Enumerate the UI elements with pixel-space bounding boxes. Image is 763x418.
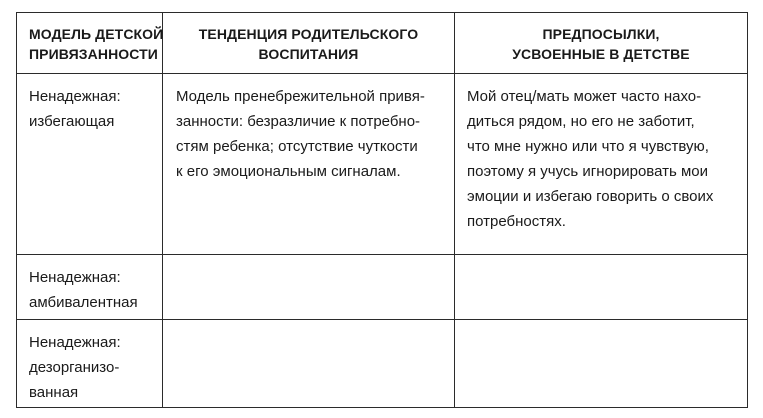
cell-line: избегающая <box>29 113 115 130</box>
cell-model <box>17 320 163 408</box>
header-line: ПРИВЯЗАННОСТИ <box>29 46 158 62</box>
cell-line: к его эмоциональным сигналам. <box>176 163 401 180</box>
header-line: ВОСПИТАНИЯ <box>258 46 359 62</box>
table-row <box>17 74 748 255</box>
header-attachment-model <box>17 13 163 74</box>
header-row <box>17 13 748 74</box>
cell-line: ванная <box>29 384 79 401</box>
table-row <box>17 320 748 408</box>
header-childhood-premises <box>455 13 748 74</box>
cell-line: потребностях. <box>467 213 566 230</box>
cell-model <box>17 74 163 255</box>
cell-line: стям ребенка; отсутствие чуткости <box>176 138 418 155</box>
cell-line: диться рядом, но его не заботит, <box>467 113 695 130</box>
header-line: МОДЕЛЬ ДЕТСКОЙ <box>29 26 164 42</box>
cell-line: эмоции и избегаю говорить о своих <box>467 188 714 205</box>
cell-line: Ненадежная: <box>29 334 121 351</box>
cell-model <box>17 255 163 320</box>
cell-premises-empty <box>455 320 748 408</box>
cell-premises <box>455 74 748 255</box>
cell-line: что мне нужно или что я чувствую, <box>467 138 709 155</box>
header-line: УСВОЕННЫЕ В ДЕТСТВЕ <box>512 46 690 62</box>
header-line: ТЕНДЕНЦИЯ РОДИТЕЛЬСКОГО <box>198 26 419 42</box>
header-parenting-tendency <box>163 13 455 74</box>
cell-line: Мой отец/мать может часто нахо- <box>467 88 702 105</box>
cell-line: Модель пренебрежительной привя- <box>176 88 425 105</box>
header-line: ПРЕДПОСЫЛКИ, <box>542 26 660 42</box>
cell-line: занности: безразличие к потребно- <box>176 113 421 130</box>
cell-line: дезорганизо- <box>29 359 120 376</box>
cell-line: Ненадежная: <box>29 269 121 286</box>
cell-tendency-empty <box>163 255 455 320</box>
cell-tendency-empty <box>163 320 455 408</box>
cell-premises-empty <box>455 255 748 320</box>
table-row <box>17 255 748 320</box>
cell-line: поэтому я учусь игнорировать мои <box>467 163 708 180</box>
cell-line: Ненадежная: <box>29 88 121 105</box>
cell-line: амбивалентная <box>29 294 138 311</box>
cell-tendency <box>163 74 455 255</box>
attachment-table <box>16 12 748 408</box>
